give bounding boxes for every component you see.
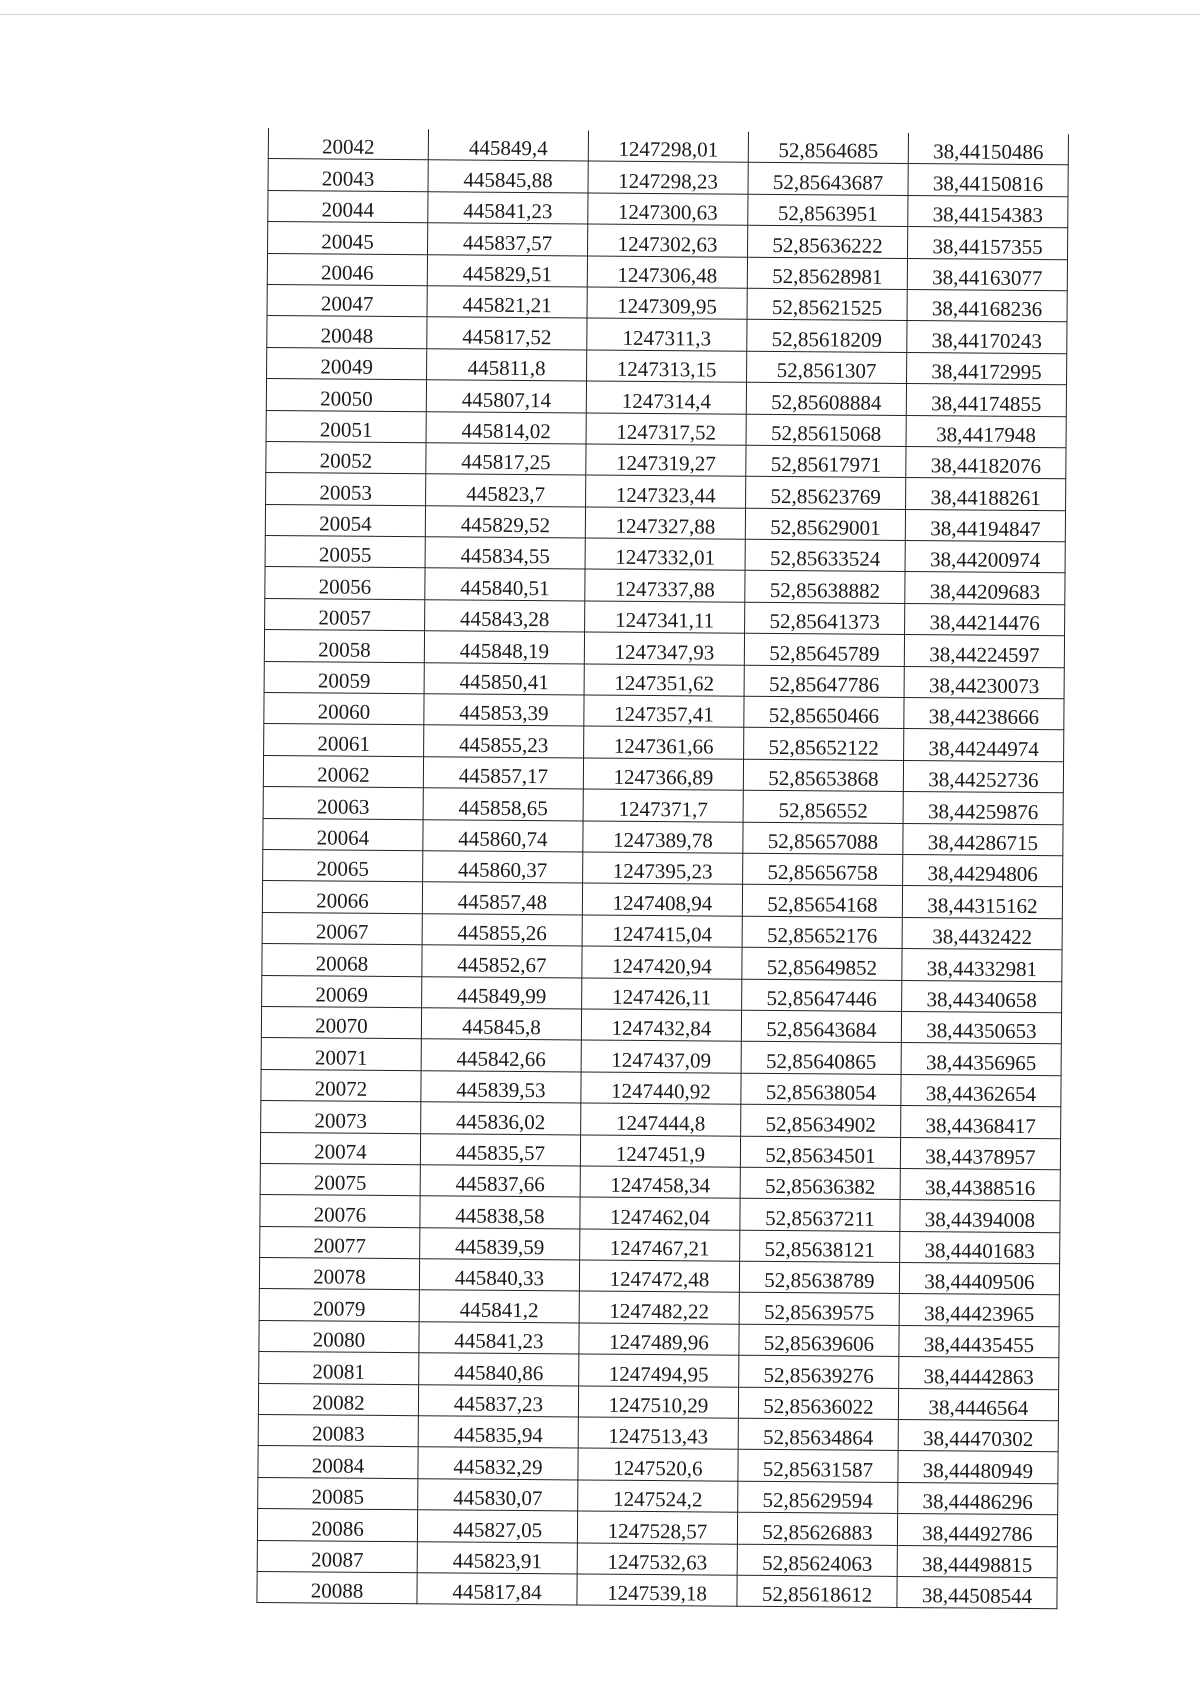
y-coordinate-cell: 1247317,52 bbox=[586, 413, 746, 446]
longitude-cell: 38,44230073 bbox=[904, 666, 1064, 699]
y-coordinate-cell: 1247332,01 bbox=[585, 538, 745, 571]
point-id-cell: 20049 bbox=[267, 347, 427, 380]
longitude-cell: 38,44150486 bbox=[908, 133, 1068, 165]
latitude-cell: 52,85637211 bbox=[740, 1199, 900, 1232]
x-coordinate-cell: 445858,65 bbox=[423, 788, 583, 821]
x-coordinate-cell: 445845,88 bbox=[428, 160, 588, 193]
y-coordinate-cell: 1247357,41 bbox=[584, 695, 744, 728]
latitude-cell: 52,85636022 bbox=[738, 1387, 898, 1420]
x-coordinate-cell: 445807,14 bbox=[426, 380, 586, 413]
longitude-cell: 38,44388516 bbox=[900, 1168, 1060, 1201]
longitude-cell: 38,44163077 bbox=[907, 258, 1067, 291]
y-coordinate-cell: 1247494,95 bbox=[579, 1354, 739, 1387]
x-coordinate-cell: 445849,99 bbox=[422, 976, 582, 1009]
x-coordinate-cell: 445840,33 bbox=[419, 1259, 579, 1292]
x-coordinate-cell: 445843,28 bbox=[425, 600, 585, 633]
x-coordinate-cell: 445823,7 bbox=[426, 474, 586, 507]
point-id-cell: 20081 bbox=[259, 1352, 419, 1385]
longitude-cell: 38,44154383 bbox=[908, 195, 1068, 228]
longitude-cell: 38,44470302 bbox=[898, 1420, 1058, 1453]
longitude-cell: 38,44286715 bbox=[903, 823, 1063, 856]
y-coordinate-cell: 1247408,94 bbox=[582, 883, 742, 916]
point-id-cell: 20065 bbox=[263, 849, 423, 882]
longitude-cell: 38,44200974 bbox=[905, 541, 1065, 574]
longitude-cell: 38,4446564 bbox=[898, 1388, 1058, 1421]
x-coordinate-cell: 445840,51 bbox=[425, 568, 585, 601]
longitude-cell: 38,44492786 bbox=[897, 1514, 1057, 1547]
y-coordinate-cell: 1247311,3 bbox=[587, 318, 747, 351]
latitude-cell: 52,8563951 bbox=[748, 194, 908, 227]
y-coordinate-cell: 1247426,11 bbox=[582, 978, 742, 1011]
point-id-cell: 20042 bbox=[268, 128, 428, 160]
y-coordinate-cell: 1247539,18 bbox=[577, 1574, 737, 1607]
longitude-cell: 38,44394008 bbox=[900, 1200, 1060, 1233]
latitude-cell: 52,85657088 bbox=[743, 822, 903, 855]
longitude-cell: 38,44442863 bbox=[899, 1357, 1059, 1390]
longitude-cell: 38,44157355 bbox=[907, 227, 1067, 260]
x-coordinate-cell: 445839,59 bbox=[420, 1227, 580, 1260]
x-coordinate-cell: 445840,86 bbox=[419, 1353, 579, 1386]
y-coordinate-cell: 1247482,22 bbox=[579, 1291, 739, 1324]
y-coordinate-cell: 1247302,63 bbox=[588, 224, 748, 257]
longitude-cell: 38,44168236 bbox=[907, 289, 1067, 322]
x-coordinate-cell: 445835,57 bbox=[420, 1133, 580, 1166]
x-coordinate-cell: 445830,07 bbox=[418, 1479, 578, 1512]
x-coordinate-cell: 445838,58 bbox=[420, 1196, 580, 1229]
latitude-cell: 52,85638054 bbox=[741, 1073, 901, 1106]
y-coordinate-cell: 1247300,63 bbox=[588, 193, 748, 226]
x-coordinate-cell: 445860,37 bbox=[423, 851, 583, 884]
y-coordinate-cell: 1247510,29 bbox=[578, 1386, 738, 1419]
x-coordinate-cell: 445841,23 bbox=[428, 192, 588, 225]
latitude-cell: 52,85643687 bbox=[748, 163, 908, 196]
table-row bbox=[257, 1571, 1057, 1609]
point-id-cell: 20048 bbox=[267, 316, 427, 349]
point-id-cell: 20074 bbox=[260, 1132, 420, 1165]
longitude-cell: 38,44315162 bbox=[902, 886, 1062, 919]
x-coordinate-cell: 445829,52 bbox=[425, 505, 585, 538]
latitude-cell: 52,85624063 bbox=[737, 1544, 897, 1577]
point-id-cell: 20043 bbox=[268, 159, 428, 192]
longitude-cell: 38,44378957 bbox=[900, 1137, 1060, 1170]
point-id-cell: 20079 bbox=[259, 1289, 419, 1322]
y-coordinate-cell: 1247432,84 bbox=[581, 1009, 741, 1042]
y-coordinate-cell: 1247532,63 bbox=[577, 1543, 737, 1576]
longitude-cell: 38,44401683 bbox=[900, 1231, 1060, 1264]
point-id-cell: 20075 bbox=[260, 1163, 420, 1196]
point-id-cell: 20087 bbox=[257, 1540, 417, 1573]
x-coordinate-cell: 445837,57 bbox=[428, 223, 588, 256]
longitude-cell: 38,44252736 bbox=[903, 760, 1063, 793]
latitude-cell: 52,85638121 bbox=[740, 1230, 900, 1263]
longitude-cell: 38,44294806 bbox=[903, 854, 1063, 887]
y-coordinate-cell: 1247327,88 bbox=[585, 507, 745, 540]
longitude-cell: 38,44150816 bbox=[908, 164, 1068, 197]
x-coordinate-cell: 445853,39 bbox=[424, 694, 584, 727]
latitude-cell: 52,85636382 bbox=[740, 1167, 900, 1200]
point-id-cell: 20072 bbox=[261, 1069, 421, 1102]
x-coordinate-cell: 445857,48 bbox=[422, 882, 582, 915]
point-id-cell: 20078 bbox=[259, 1258, 419, 1291]
point-id-cell: 20066 bbox=[262, 881, 422, 914]
latitude-cell: 52,85641373 bbox=[745, 602, 905, 635]
point-id-cell: 20085 bbox=[258, 1477, 418, 1510]
point-id-cell: 20080 bbox=[259, 1320, 419, 1353]
latitude-cell: 52,85638789 bbox=[739, 1261, 899, 1294]
latitude-cell: 52,85649852 bbox=[742, 947, 902, 980]
latitude-cell: 52,85633524 bbox=[745, 539, 905, 572]
x-coordinate-cell: 445850,41 bbox=[424, 662, 584, 695]
y-coordinate-cell: 1247314,4 bbox=[586, 381, 746, 414]
x-coordinate-cell: 445855,23 bbox=[424, 725, 584, 758]
x-coordinate-cell: 445836,02 bbox=[421, 1102, 581, 1135]
point-id-cell: 20067 bbox=[262, 912, 422, 945]
x-coordinate-cell: 445834,55 bbox=[425, 537, 585, 570]
x-coordinate-cell: 445848,19 bbox=[424, 631, 584, 664]
longitude-cell: 38,44480949 bbox=[898, 1451, 1058, 1484]
longitude-cell: 38,44244974 bbox=[904, 729, 1064, 762]
point-id-cell: 20050 bbox=[266, 379, 426, 412]
point-id-cell: 20069 bbox=[262, 975, 422, 1008]
longitude-cell: 38,44423965 bbox=[899, 1294, 1059, 1327]
y-coordinate-cell: 1247371,7 bbox=[583, 789, 743, 822]
latitude-cell: 52,85654168 bbox=[742, 885, 902, 918]
x-coordinate-cell: 445852,67 bbox=[422, 945, 582, 978]
latitude-cell: 52,85626883 bbox=[737, 1512, 897, 1545]
point-id-cell: 20060 bbox=[264, 693, 424, 726]
latitude-cell: 52,85615068 bbox=[746, 414, 906, 447]
latitude-cell: 52,85647446 bbox=[742, 979, 902, 1012]
longitude-cell: 38,44508544 bbox=[897, 1576, 1057, 1609]
latitude-cell: 52,85621525 bbox=[747, 288, 907, 321]
latitude-cell: 52,85652122 bbox=[744, 728, 904, 761]
y-coordinate-cell: 1247298,01 bbox=[588, 131, 748, 163]
x-coordinate-cell: 445839,53 bbox=[421, 1070, 581, 1103]
latitude-cell: 52,85643684 bbox=[741, 1010, 901, 1043]
latitude-cell: 52,85645789 bbox=[744, 634, 904, 667]
point-id-cell: 20044 bbox=[268, 190, 428, 223]
point-id-cell: 20088 bbox=[257, 1571, 417, 1604]
latitude-cell: 52,85639276 bbox=[739, 1355, 899, 1388]
y-coordinate-cell: 1247395,23 bbox=[583, 852, 743, 885]
latitude-cell: 52,85629001 bbox=[745, 508, 905, 541]
point-id-cell: 20084 bbox=[258, 1446, 418, 1479]
y-coordinate-cell: 1247341,11 bbox=[585, 601, 745, 634]
y-coordinate-cell: 1247323,44 bbox=[586, 475, 746, 508]
latitude-cell: 52,8564685 bbox=[748, 132, 908, 164]
longitude-cell: 38,44498815 bbox=[897, 1545, 1057, 1578]
point-id-cell: 20082 bbox=[258, 1383, 418, 1416]
longitude-cell: 38,44172995 bbox=[907, 352, 1067, 385]
longitude-cell: 38,44486296 bbox=[898, 1482, 1058, 1515]
y-coordinate-cell: 1247440,92 bbox=[581, 1072, 741, 1105]
latitude-cell: 52,85640865 bbox=[741, 1042, 901, 1075]
latitude-cell: 52,85634501 bbox=[740, 1136, 900, 1169]
point-id-cell: 20052 bbox=[266, 441, 426, 474]
longitude-cell: 38,44209683 bbox=[905, 572, 1065, 605]
x-coordinate-cell: 445829,51 bbox=[427, 254, 587, 287]
latitude-cell: 52,85639606 bbox=[739, 1324, 899, 1357]
x-coordinate-cell: 445823,91 bbox=[417, 1541, 577, 1574]
point-id-cell: 20053 bbox=[266, 473, 426, 506]
x-coordinate-cell: 445849,4 bbox=[428, 129, 588, 161]
y-coordinate-cell: 1247420,94 bbox=[582, 946, 742, 979]
x-coordinate-cell: 445835,94 bbox=[418, 1416, 578, 1449]
y-coordinate-cell: 1247524,2 bbox=[578, 1480, 738, 1513]
longitude-cell: 38,44170243 bbox=[907, 321, 1067, 354]
y-coordinate-cell: 1247472,48 bbox=[579, 1260, 739, 1293]
y-coordinate-cell: 1247361,66 bbox=[584, 726, 744, 759]
point-id-cell: 20058 bbox=[264, 630, 424, 663]
latitude-cell: 52,85647786 bbox=[744, 665, 904, 698]
latitude-cell: 52,85628981 bbox=[747, 257, 907, 290]
point-id-cell: 20057 bbox=[265, 598, 425, 631]
longitude-cell: 38,44340658 bbox=[902, 980, 1062, 1013]
latitude-cell: 52,85650466 bbox=[744, 696, 904, 729]
point-id-cell: 20059 bbox=[264, 661, 424, 694]
y-coordinate-cell: 1247458,34 bbox=[580, 1166, 740, 1199]
y-coordinate-cell: 1247444,8 bbox=[581, 1103, 741, 1136]
x-coordinate-cell: 445837,66 bbox=[420, 1165, 580, 1198]
y-coordinate-cell: 1247528,57 bbox=[577, 1511, 737, 1544]
longitude-cell: 38,44214476 bbox=[905, 603, 1065, 636]
x-coordinate-cell: 445821,21 bbox=[427, 286, 587, 319]
x-coordinate-cell: 445845,8 bbox=[421, 1008, 581, 1041]
longitude-cell: 38,44194847 bbox=[905, 509, 1065, 542]
point-id-cell: 20045 bbox=[268, 222, 428, 255]
longitude-cell: 38,44356965 bbox=[901, 1043, 1061, 1076]
point-id-cell: 20073 bbox=[261, 1101, 421, 1134]
latitude-cell: 52,85636222 bbox=[748, 225, 908, 258]
y-coordinate-cell: 1247306,48 bbox=[587, 256, 747, 289]
x-coordinate-cell: 445817,25 bbox=[426, 443, 586, 476]
y-coordinate-cell: 1247389,78 bbox=[583, 821, 743, 854]
point-id-cell: 20077 bbox=[260, 1226, 420, 1259]
x-coordinate-cell: 445832,29 bbox=[418, 1447, 578, 1480]
latitude-cell: 52,85638882 bbox=[745, 571, 905, 604]
longitude-cell: 38,44368417 bbox=[901, 1106, 1061, 1139]
longitude-cell: 38,44409506 bbox=[899, 1263, 1059, 1296]
y-coordinate-cell: 1247337,88 bbox=[585, 569, 745, 602]
y-coordinate-cell: 1247309,95 bbox=[587, 287, 747, 320]
longitude-cell: 38,44188261 bbox=[906, 478, 1066, 511]
latitude-cell: 52,85629594 bbox=[738, 1481, 898, 1514]
point-id-cell: 20051 bbox=[266, 410, 426, 443]
y-coordinate-cell: 1247462,04 bbox=[580, 1197, 740, 1230]
longitude-cell: 38,44174855 bbox=[906, 384, 1066, 417]
longitude-cell: 38,44224597 bbox=[904, 635, 1064, 668]
y-coordinate-cell: 1247298,23 bbox=[588, 161, 748, 194]
y-coordinate-cell: 1247347,93 bbox=[584, 632, 744, 665]
y-coordinate-cell: 1247467,21 bbox=[580, 1229, 740, 1262]
x-coordinate-cell: 445817,52 bbox=[427, 317, 587, 350]
y-coordinate-cell: 1247520,6 bbox=[578, 1448, 738, 1481]
y-coordinate-cell: 1247489,96 bbox=[579, 1323, 739, 1356]
coordinates-table-body bbox=[257, 128, 1069, 1609]
longitude-cell: 38,44350653 bbox=[901, 1011, 1061, 1044]
point-id-cell: 20062 bbox=[263, 755, 423, 788]
y-coordinate-cell: 1247415,04 bbox=[582, 915, 742, 948]
point-id-cell: 20086 bbox=[257, 1509, 417, 1542]
latitude-cell: 52,85656758 bbox=[743, 853, 903, 886]
longitude-cell: 38,4432422 bbox=[902, 917, 1062, 950]
point-id-cell: 20083 bbox=[258, 1414, 418, 1447]
point-id-cell: 20054 bbox=[265, 504, 425, 537]
y-coordinate-cell: 1247366,89 bbox=[583, 758, 743, 791]
point-id-cell: 20061 bbox=[264, 724, 424, 757]
x-coordinate-cell: 445841,23 bbox=[419, 1322, 579, 1355]
y-coordinate-cell: 1247451,9 bbox=[580, 1134, 740, 1167]
point-id-cell: 20076 bbox=[260, 1195, 420, 1228]
x-coordinate-cell: 445811,8 bbox=[427, 348, 587, 381]
latitude-cell: 52,85634864 bbox=[738, 1418, 898, 1451]
longitude-cell: 38,44435455 bbox=[899, 1325, 1059, 1358]
latitude-cell: 52,85653868 bbox=[743, 759, 903, 792]
x-coordinate-cell: 445842,66 bbox=[421, 1039, 581, 1072]
x-coordinate-cell: 445860,74 bbox=[423, 819, 583, 852]
point-id-cell: 20046 bbox=[267, 253, 427, 286]
latitude-cell: 52,85618209 bbox=[747, 320, 907, 353]
latitude-cell: 52,85652176 bbox=[742, 916, 902, 949]
longitude-cell: 38,44362654 bbox=[901, 1074, 1061, 1107]
point-id-cell: 20047 bbox=[267, 284, 427, 317]
point-id-cell: 20056 bbox=[265, 567, 425, 600]
longitude-cell: 38,4417948 bbox=[906, 415, 1066, 448]
point-id-cell: 20070 bbox=[261, 1006, 421, 1039]
y-coordinate-cell: 1247513,43 bbox=[578, 1417, 738, 1450]
latitude-cell: 52,8561307 bbox=[747, 351, 907, 384]
x-coordinate-cell: 445814,02 bbox=[426, 411, 586, 444]
point-id-cell: 20063 bbox=[263, 787, 423, 820]
coordinates-table bbox=[256, 128, 1069, 1610]
point-id-cell: 20071 bbox=[261, 1038, 421, 1071]
latitude-cell: 52,856552 bbox=[743, 790, 903, 823]
x-coordinate-cell: 445841,2 bbox=[419, 1290, 579, 1323]
y-coordinate-cell: 1247351,62 bbox=[584, 664, 744, 697]
latitude-cell: 52,85623769 bbox=[746, 477, 906, 510]
y-coordinate-cell: 1247437,09 bbox=[581, 1040, 741, 1073]
x-coordinate-cell: 445837,23 bbox=[418, 1384, 578, 1417]
longitude-cell: 38,44332981 bbox=[902, 949, 1062, 982]
point-id-cell: 20064 bbox=[263, 818, 423, 851]
y-coordinate-cell: 1247313,15 bbox=[587, 350, 747, 383]
x-coordinate-cell: 445817,84 bbox=[417, 1573, 577, 1606]
point-id-cell: 20055 bbox=[265, 536, 425, 569]
longitude-cell: 38,44238666 bbox=[904, 698, 1064, 731]
latitude-cell: 52,85631587 bbox=[738, 1450, 898, 1483]
latitude-cell: 52,85617971 bbox=[746, 445, 906, 478]
latitude-cell: 52,85639575 bbox=[739, 1293, 899, 1326]
latitude-cell: 52,85618612 bbox=[737, 1575, 897, 1608]
x-coordinate-cell: 445855,26 bbox=[422, 914, 582, 947]
longitude-cell: 38,44182076 bbox=[906, 446, 1066, 479]
latitude-cell: 52,85608884 bbox=[746, 382, 906, 415]
y-coordinate-cell: 1247319,27 bbox=[586, 444, 746, 477]
longitude-cell: 38,44259876 bbox=[903, 792, 1063, 825]
point-id-cell: 20068 bbox=[262, 944, 422, 977]
x-coordinate-cell: 445827,05 bbox=[417, 1510, 577, 1543]
x-coordinate-cell: 445857,17 bbox=[423, 757, 583, 790]
latitude-cell: 52,85634902 bbox=[741, 1104, 901, 1137]
